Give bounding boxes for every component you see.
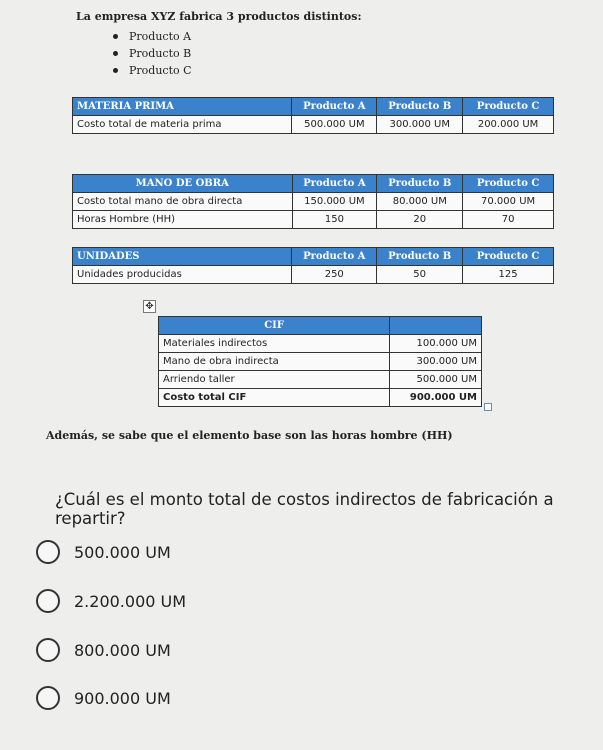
header-cell: MANO DE OBRA [73,175,293,193]
question-text: ¿Cuál es el monto total de costos indirectos de fabricación a repartir? [55,490,554,528]
product-label: Producto A [129,30,192,43]
option-4[interactable] [36,686,171,710]
table-cell: 70 [463,211,554,229]
table-cell: 80.000 UM [377,193,463,211]
table-cell: Costo total CIF [159,389,390,407]
table-cell: Horas Hombre (HH) [73,211,293,229]
table-row [159,335,482,353]
header-cell: Producto C [463,175,554,193]
header-cell: Producto B [377,98,463,116]
header-cell: Producto C [463,248,554,266]
product-label: Producto B [129,47,192,60]
unidades-table [72,247,554,284]
mano-de-obra-table [72,174,554,229]
header-cell: Producto A [292,175,377,193]
header-cell: MATERIA PRIMA [73,98,292,116]
table-row [159,371,482,389]
header-cell: Producto B [377,248,463,266]
product-list [113,28,192,79]
note-text: Además, se sabe que el elemento base son las horas hombre (HH) [46,429,453,442]
table-cell: 900.000 UM [390,389,482,407]
list-item [113,45,192,62]
header-cell: Producto A [292,98,377,116]
option-label: 2.200.000 UM [74,591,187,611]
product-label: Producto C [129,64,192,77]
list-item [113,62,192,79]
radio-button[interactable] [36,638,60,662]
table-header [73,248,554,266]
option-label: 900.000 UM [74,688,171,708]
intro-title: La empresa XYZ fabrica 3 productos distintos: [76,10,362,23]
table-cell: Arriendo taller [159,371,390,389]
table-row [73,266,554,284]
table-cell: Costo total mano de obra directa [73,193,293,211]
table-row [159,389,482,407]
table-row [73,116,554,134]
table-cell: 300.000 UM [377,116,463,134]
table-header [73,175,554,193]
cif-table [158,316,482,407]
table-cell: 500.000 UM [292,116,377,134]
option-label: 500.000 UM [74,542,171,562]
table-move-handle-icon[interactable]: ✥ [143,300,156,313]
header-cell [390,317,482,335]
table-header [159,317,482,335]
header-cell: UNIDADES [73,248,292,266]
bullet-icon [113,68,118,73]
table-row [159,353,482,371]
radio-button[interactable] [36,540,60,564]
table-cell: 50 [377,266,463,284]
option-3[interactable] [36,638,171,662]
table-cell: 70.000 UM [463,193,554,211]
table-cell: Unidades producidas [73,266,292,284]
table-row [73,193,554,211]
radio-button[interactable] [36,589,60,613]
table-header [73,98,554,116]
table-cell: 200.000 UM [463,116,554,134]
table-row [73,211,554,229]
table-cell: Mano de obra indirecta [159,353,390,371]
table-cell: 100.000 UM [390,335,482,353]
bullet-icon [113,34,118,39]
table-cell: Materiales indirectos [159,335,390,353]
table-resize-handle[interactable] [484,403,492,411]
option-2[interactable] [36,589,186,613]
table-cell: 20 [377,211,463,229]
table-cell: Costo total de materia prima [73,116,292,134]
bullet-icon [113,51,118,56]
option-1[interactable] [36,540,171,564]
table-cell: 500.000 UM [390,371,482,389]
materia-prima-table [72,97,554,134]
header-cell: Producto B [377,175,463,193]
option-label: 800.000 UM [74,640,171,660]
table-cell: 150 [292,211,377,229]
list-item [113,28,192,45]
table-cell: 300.000 UM [390,353,482,371]
table-cell: 250 [292,266,377,284]
table-cell: 150.000 UM [292,193,377,211]
header-cell: CIF [159,317,390,335]
header-cell: Producto A [292,248,377,266]
table-cell: 125 [463,266,554,284]
radio-button[interactable] [36,686,60,710]
header-cell: Producto C [463,98,554,116]
